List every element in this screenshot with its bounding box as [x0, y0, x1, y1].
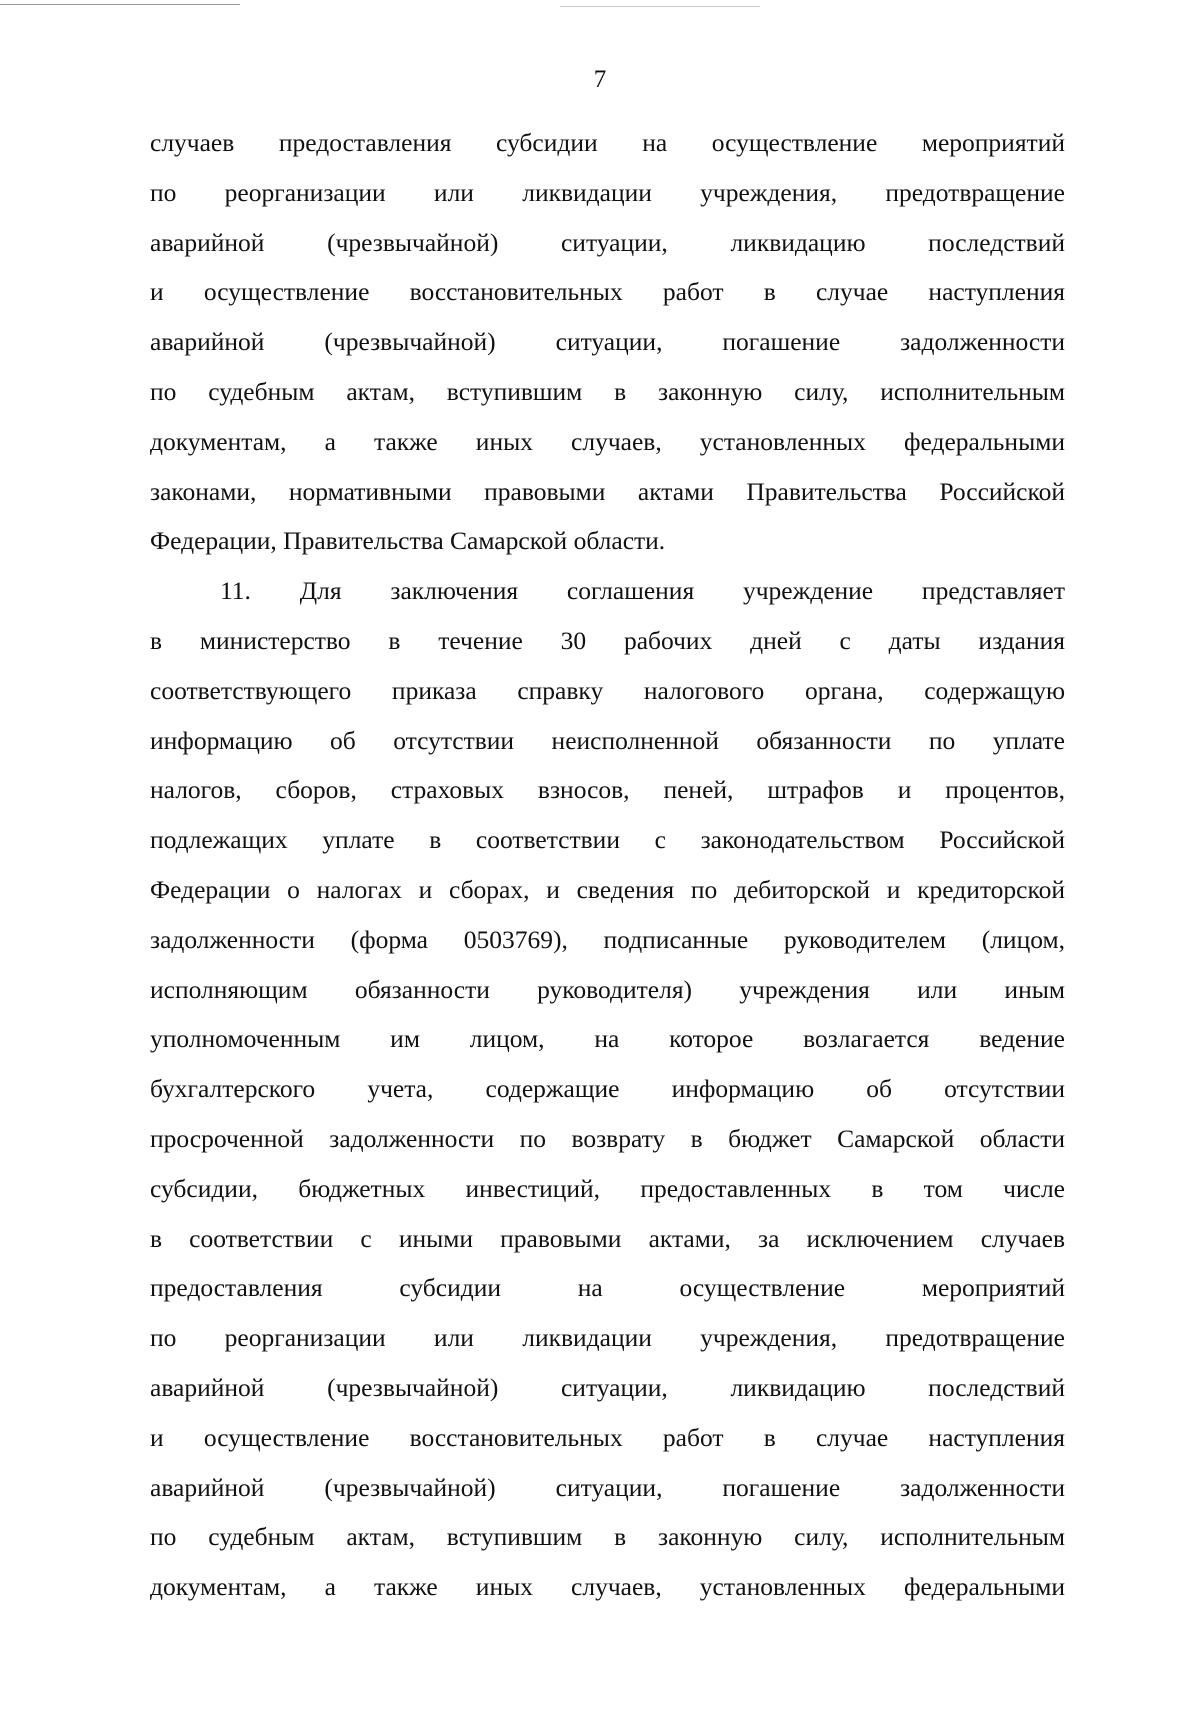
text-line: по реорганизации или ликвидации учреждения, предотвращение	[150, 1323, 1065, 1353]
text-line: аварийной (чрезвычайной) ситуации, погашение задолженности	[150, 1472, 1065, 1502]
text-line: законами, нормативными правовыми актами Правительства Российской	[150, 476, 1065, 506]
text-line: подлежащих уплате в соответствии с законодательством Российской	[150, 825, 1065, 855]
text-line: информацию об отсутствии неисполненной обязанности по уплате	[150, 725, 1065, 755]
page-number: 7	[593, 66, 607, 93]
text-line: по реорганизации или ликвидации учреждения, предотвращение	[150, 177, 1065, 207]
scan-top-rule	[0, 4, 240, 5]
text-line: в министерство в течение 30 рабочих дней с даты издания	[150, 625, 1065, 655]
text-line: субсидии, бюджетных инвестиций, предоставленных в том числе	[150, 1173, 1065, 1203]
text-line: исполняющим обязанности руководителя) учреждения или иным	[150, 974, 1065, 1004]
text-line: Федерации о налогах и сборах, и сведения по дебиторской и кредиторской	[150, 874, 1065, 904]
text-line: по судебным актам, вступившим в законную силу, исполнительным	[150, 1522, 1065, 1552]
text-line: в соответствии с иными правовыми актами, за исключением случаев	[150, 1223, 1065, 1253]
text-line: бухгалтерского учета, содержащие информацию об отсутствии	[150, 1074, 1065, 1104]
text-line-paragraph-start: 11. Для заключения соглашения учреждение представляет	[220, 576, 1065, 606]
text-line: просроченной задолженности по возврату в бюджет Самарской области	[150, 1123, 1065, 1153]
document-body	[150, 118, 1065, 1612]
text-line: документам, а также иных случаев, установленных федеральными	[150, 1572, 1065, 1602]
text-line: и осуществление восстановительных работ в случае наступления	[150, 1422, 1065, 1452]
text-line: случаев предоставления субсидии на осуществление мероприятий	[150, 128, 1065, 157]
text-line-paragraph-end: Федерации, Правительства Самарской области.	[150, 526, 666, 556]
text-line: предоставления субсидии на осуществление мероприятий	[150, 1273, 1065, 1303]
text-line: аварийной (чрезвычайной) ситуации, ликвидацию последствий	[150, 227, 1065, 257]
text-line: уполномоченным им лицом, на которое возлагается ведение	[150, 1024, 1065, 1054]
text-line: аварийной (чрезвычайной) ситуации, ликвидацию последствий	[150, 1372, 1065, 1402]
text-line: и осуществление восстановительных работ в случае наступления	[150, 277, 1065, 307]
text-line: задолженности (форма 0503769), подписанные руководителем (лицом,	[150, 924, 1065, 954]
text-line: документам, а также иных случаев, установленных федеральными	[150, 426, 1065, 456]
text-line: соответствующего приказа справку налогового органа, содержащую	[150, 675, 1065, 705]
text-line: аварийной (чрезвычайной) ситуации, погашение задолженности	[150, 327, 1065, 357]
scan-top-rule-right	[560, 6, 760, 7]
text-line: налогов, сборов, страховых взносов, пеней, штрафов и процентов,	[150, 775, 1065, 805]
text-line: по судебным актам, вступившим в законную силу, исполнительным	[150, 376, 1065, 406]
